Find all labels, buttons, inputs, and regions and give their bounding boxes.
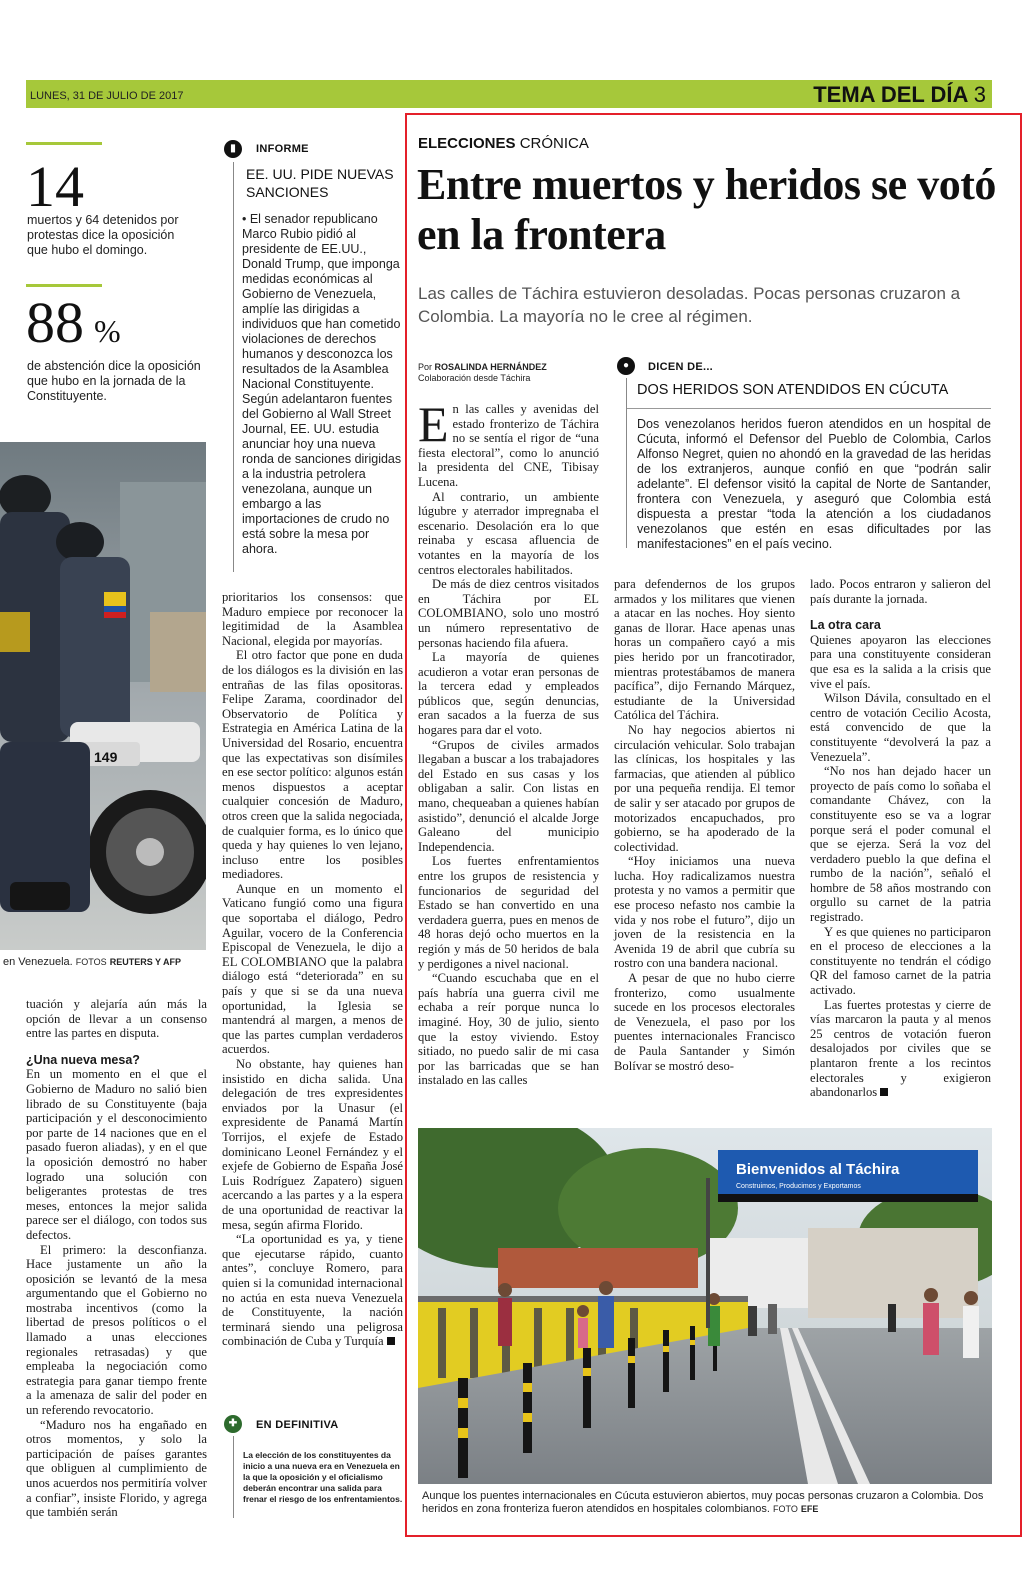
lead-text: n las calles y avenidas del estado fronterizo de Táchira no se sentía el rigor de “una fiesta electoral”, como lo anunció la presidenta del CNE, Tibisay Lucena. xyxy=(418,402,599,489)
issue-date: LUNES, 31 DE JULIO DE 2017 xyxy=(30,90,184,102)
caption-text: Aunque los puentes internacionales en Cúcuta estuvieron abiertos, muy pocas personas cruzaron a Colombia. Dos heridos en zona fronteriza fueron atendidos en hospitales colombianos. xyxy=(422,1490,984,1515)
informe-text: • El senador republicano Marco Rubio pidió al presidente de EE.UU., Donald Trump, que imponga medidas económicas al Gobierno de Venezuela, amplíe las dirigidas a individuos que han cometido violaciones de derechos humanos y desconozca los resultados de la Asamblea Nacional Constituyente. Según adelantaron fuentes del Gobierno al Wall Street Journal, EE. UU. estudia anunciar hoy una nueva ronda de sanciones dirigidas a la industria petrolera venezolana, aunque un embargo a las importaciones de crudo no está sobre la mesa por ahora. xyxy=(242,212,402,556)
body-paragraph: “Grupos de civiles armados llegaban a buscar a los trabajadores del Estado en sus casas y los obligaban a salir. Con listas en mano, chequeaban a quienes habían asistido”, denunció el alcalde Jorge Galeano del municipio Independencia. xyxy=(418,737,599,854)
body-paragraph: El primero: la desconfianza. Hace justamente un año la oposición se levantó de la mesa argumentando que el Gobierno no mostraba incentivos (como la libertad de presos políticos o el llamado a unas elecciones regionales retrasadas) y que empleaba la negociación como estrategia para ganar tiempo frente a la amenaza de salir del poder en un referendo revocatorio. xyxy=(26,1242,207,1418)
byline-role: Colaboración desde Táchira xyxy=(418,373,531,383)
lead-paragraph xyxy=(418,396,599,490)
left-body-column xyxy=(26,997,207,1520)
middle-body-column xyxy=(222,590,403,1349)
box-rule xyxy=(626,378,627,548)
dicen-de-label: DICEN DE... xyxy=(648,361,714,373)
drop-cap: E xyxy=(418,396,449,452)
police-photo xyxy=(0,442,206,950)
motorcycle-plate: 149 xyxy=(94,749,118,765)
caption-text: en Venezuela. xyxy=(3,956,73,968)
box-rule xyxy=(233,1436,234,1518)
box-divider xyxy=(627,408,991,409)
body-paragraph: Aunque en un momento el Vaticano fungió como una figura que soportaba el diálogo, Pedro Aguilar, vocero de la Conferencia Episcopal de Venezuela, le dijo a EL COLOMBIANO que la palabra diálogo está “deteriorada” en su país y que si se da una nueva oportunidad, la Iglesia se mantendrá al margen, a menos de que las partes cumplan verdaderos acuerdos. xyxy=(222,881,403,1057)
stat-caption: de abstención dice la oposición que hubo en la jornada de la Constituyente. xyxy=(27,359,201,403)
article-kicker xyxy=(418,135,589,152)
body-paragraph: De más de diez centros visitados en Táchira por EL COLOMBIANO, solo uno mostró un número representativo de personas haciendo fila afuera. xyxy=(418,577,599,650)
en-definitiva-text: La elección de los constituyentes da inicio a una nueva era en Venezuela en la que la oposición y el oficialismo deberán encontrar una salida para frenar el riesgo de los enfrentamientos. xyxy=(243,1450,403,1504)
body-paragraph: “Cuando escuchaba que en el país habría una guerra civil me echaba a reír porque nunca lo imaginé. Hoy, 30 de julio, siento que la estoy viviendo. Estoy sitiado, no puedo salir de mi casa por las barricadas que se han instalado en las calles xyxy=(418,971,599,1088)
stat-divider xyxy=(26,142,102,145)
body-paragraph: Los fuertes enfrentamientos entre los grupos de resistencia y funcionarios de seguridad del Estado se han convertido en una verdadera guerra, pues en menos de 48 horas dejó ocho muertos en la región y más de 50 heridos de bala y perdigones a nivel nacional. xyxy=(418,854,599,971)
body-paragraph: tuación y alejaría aún más la opción de llevar a un consenso entre las partes en disputa. xyxy=(26,997,207,1041)
body-paragraph: para defendernos de los grupos armados y los militares que vienen a atacar en las noches. Hoy siento ganas de llorar. Hace apenas unas horas un compañero cayó a mis pies herido por un francotirador, mientras protestábamos de manera pacífica”, dijo Fernando Márquez, estudiante de la Universidad Católica del Táchira. xyxy=(614,577,795,723)
body-paragraph: “No nos han dejado hacer un proyecto de país como lo soñaba el comandante Chávez, con la constituyente eso se va a lograr porque será el poder comunal el que se ejerza. Será la voz del verdadero pueblo la que defina el rumbo de la nación”, señaló el hombre de 58 años mostrando con orgullo su carnet de la patria registrado. xyxy=(810,764,991,925)
byline-name: ROSALINDA HERNÁNDEZ xyxy=(434,362,547,372)
paragraph-text: Las fuertes protestas y cierre de vías marcaron la pauta y al menos 25 centros de votación fueron desalojados por civiles que se plantaron frente a los recintos electorales y exigieron abandonarlos xyxy=(810,997,991,1100)
body-paragraph: Y es que quienes no participaron en el proceso de elecciones a la constituyente no tendrán el código QR del famoso carnet de la patria activado. xyxy=(810,924,991,998)
body-paragraph: No hay negocios abiertos ni circulación vehicular. Solo trabajan las clínicas, los hospitales y las farmacias, que atienden al público por una pequeña rendija. El temor de salir y ser atacado por grupos de motorizados encapuchados, pro gobierno, se ha apoderado de la colectividad. xyxy=(614,722,795,854)
left-photo-caption xyxy=(3,956,181,969)
en-definitiva-label: EN DEFINITIVA xyxy=(256,1419,339,1431)
summary-icon: ✚ xyxy=(224,1415,242,1433)
section-header-bar xyxy=(26,80,992,108)
byline-prefix: Por xyxy=(418,362,433,372)
end-mark xyxy=(880,1088,888,1096)
article-column-1 xyxy=(418,396,599,1088)
body-paragraph: Quienes apoyaron las elecciones para una constituyente consideran que esa es la salida a la crisis que vive el país. xyxy=(810,632,991,691)
body-paragraph: lado. Pocos entraron y salieron del país durante la jornada. xyxy=(810,577,991,606)
kicker-section: ELECCIONES xyxy=(418,135,516,152)
subhead: ¿Una nueva mesa? xyxy=(26,1052,140,1067)
body-paragraph: A pesar de que no hubo cierre fronterizo, como usualmente sucede en los procesos electorales de Venezuela, el paso por los puentes internacionales Francisco de Paula Santander y Simón Bolívar se mostró deso- xyxy=(614,971,795,1073)
end-mark xyxy=(387,1337,395,1345)
stat-unit: % xyxy=(94,313,121,349)
paragraph-text: “La oportunidad es ya, y tiene que ejecutarse rápido, cuanto antes”, concluye Romero, para quien si la comunidad internacional no actúa en esta nueva Venezuela de Constituyente, la nación terminará siendo una peligrosa combinación de Cuba y Turquía xyxy=(222,1232,403,1349)
photo-credit: REUTERS Y AFP xyxy=(109,957,182,967)
article-column-2 xyxy=(614,577,795,1073)
stat-number: 14 xyxy=(26,154,84,219)
body-paragraph: La mayoría de quienes acudieron a votar eran personas de la tercera edad y empleados públicos que, según denuncias, eran sacados a la fuerza de sus hogares para dar el voto. xyxy=(418,650,599,738)
stat-number-value: 88 xyxy=(26,290,84,355)
photo-credit: EFE xyxy=(800,1504,819,1514)
body-paragraph: En un momento en el que el Gobierno de Maduro no salió bien librado de su Constituyente (baja participación y el desconocimiento por parte de 14 naciones que en el pasado fueron aliadas), y en el que la oposición demostró no haber logrado una solución con beligerantes protestas de tres meses, entonces la mejor salida parece ser el diálogo, con todos sus defectos. xyxy=(26,1067,207,1242)
stat-caption: muertos y 64 detenidos por protestas dice la oposición que hubo el domingo. xyxy=(27,213,179,257)
billboard-subtitle: Construimos, Producimos y Exportamos xyxy=(736,1183,861,1190)
section-name: TEMA DEL DÍA xyxy=(813,82,968,107)
credit-label: FOTOS xyxy=(75,957,107,967)
body-paragraph: Al contrario, un ambiente lúgubre y aterrador impregnaba el escenario. Desolación era lo que reinaba y escasa afluencia de votantes en la mayoría de los centros electorales habilitados. xyxy=(418,489,599,577)
body-paragraph xyxy=(810,998,991,1100)
article-deck: Las calles de Táchira estuvieron desoladas. Pocas personas cruzaron a Colombia. La mayoría no le cree al régimen. xyxy=(418,284,961,326)
subhead: La otra cara xyxy=(810,618,881,633)
speech-bubble-icon: ● xyxy=(617,357,635,375)
informe-label: INFORME xyxy=(256,143,309,155)
body-paragraph: “Hoy iniciamos una nueva lucha. Hoy radicalizamos nuestra protesta y no vamos a permitir que ese proceso nefasto nos cambie la vida y nos robe el futuro”, dijo un joven de la resistencia en la Avenida 19 de abril que cubría su rostro con una bandera nacional. xyxy=(614,854,795,971)
dicen-de-text: Dos venezolanos heridos fueron atendidos en un hospital de Cúcuta, informó el Defensor del Pueblo de Colombia, Carlos Alfonso Negret, quien no ahondó en la gravedad de las heridas de los extranjeros, aunque confió en que “podrán salir adelante”. El defensor visitó la capital de Norte de Santander, frontera con Venezuela, y aseguró que Colombia está dispuesta a prestar “toda la atención a los ciudadanos venezolanos que estén en esas dificultades por las manifestaciones” en el país vecino. xyxy=(637,417,991,551)
stat-divider xyxy=(26,284,102,287)
body-paragraph: El otro factor que pone en duda de los diálogos es la división en las entrañas de las filas opositoras. Felipe Zarama, coordinador del Observatorio de Política y Estrategia en América Latina de la Universidad del Rosario, encuentra que las expectativas son disímiles en ese sector político: algunos están menos dispuestos a aceptar cualquier concesión de Maduro, otros creen que la salida negociada, de cualquier forma, es lo único que queda y hay quienes lo ven lejano, incluso entre los posibles mediadores. xyxy=(222,648,403,882)
document-icon: ▮ xyxy=(224,140,242,158)
stat-number xyxy=(26,290,121,360)
body-paragraph xyxy=(222,1232,403,1349)
main-photo-caption xyxy=(422,1490,990,1516)
kicker-type: CRÓNICA xyxy=(519,135,589,152)
body-paragraph: No obstante, hay quienes han insistido en dicha salida. Una delegación de tres expresidentes enviados por la Unasur (el expresidente de Panamá Martín Torrijos, el exjefe de Estado dominicano Leonel Fernández y el exjefe de Gobierno de España José Luis Rodríguez Zapatero) siguen acercando a las partes y a la espera de una oportunidad de reactivar la mesa, según afirma Florido. xyxy=(222,1057,403,1232)
body-paragraph: “Maduro nos ha engañado en otros momentos, y solo la participación de países garantes que obliguen al cumplimiento de unos acuerdos nos permitiría volver a confiar”, insiste Florido, y agrega que también serán xyxy=(26,1417,207,1520)
border-bridge-photo xyxy=(418,1128,992,1484)
article-headline: Entre muertos y heridos se votó en la frontera xyxy=(417,160,996,259)
section-title xyxy=(813,82,986,108)
credit-label: FOTO xyxy=(773,1504,798,1514)
body-paragraph: Wilson Dávila, consultado en el centro de votación Cecilio Acosta, está convencido de que la constituyente “devolverá la paz a Venezuela”. xyxy=(810,691,991,764)
informe-title: EE. UU. PIDE NUEVAS SANCIONES xyxy=(246,166,394,200)
article-column-3 xyxy=(810,577,991,1100)
box-rule xyxy=(233,162,234,572)
body-paragraph: prioritarios los consensos: que Maduro empiece por reconocer la legitimidad de la Asamblea Nacional, elegida por mayorías. xyxy=(222,590,403,648)
article-byline xyxy=(418,362,547,384)
dicen-de-title: DOS HERIDOS SON ATENDIDOS EN CÚCUTA xyxy=(637,382,949,398)
billboard-title: Bienvenidos al Táchira xyxy=(736,1161,900,1178)
page-number: 3 xyxy=(973,82,986,107)
